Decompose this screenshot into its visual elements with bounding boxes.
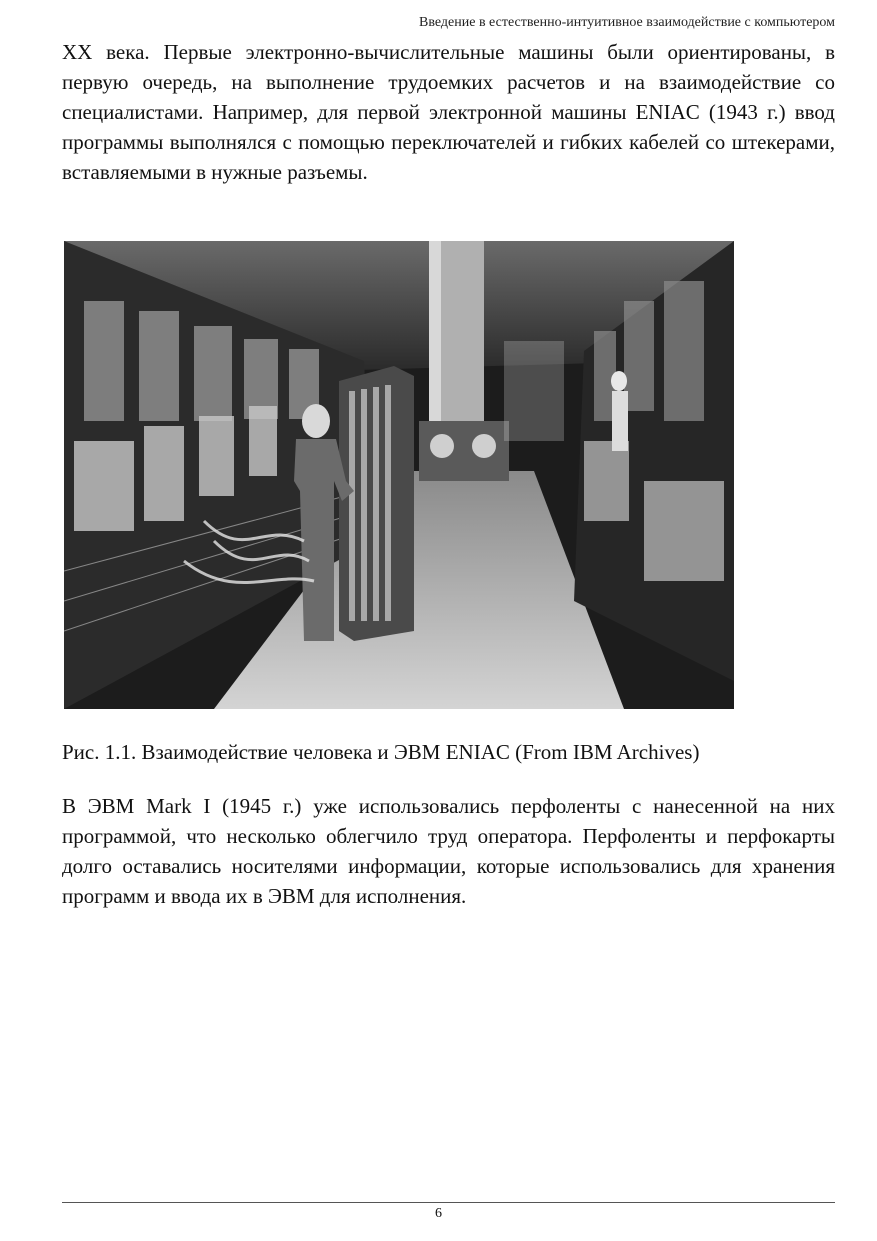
running-header: Введение в естественно-интуитивное взаимодействие с компьютером bbox=[419, 15, 835, 30]
footer-divider bbox=[62, 1202, 835, 1203]
body-paragraph-1: XX века. Первые электронно-вычислительные машины были ориентированы, в первую очередь, на выполнение трудоемких расчетов и на взаимодействие со специалистами. Например, для первой электронной машины ENIAC (1943 г.) ввод программы выполнялся с помощью переключателей и гибких кабелей со штекерами, вставляемыми в нужные разъемы. bbox=[62, 40, 835, 184]
eniac-photo bbox=[64, 241, 734, 709]
figure-caption: Рис. 1.1. Взаимодействие человека и ЭВМ ENIAC (From IBM Archives) bbox=[62, 740, 700, 764]
body-paragraph-2: В ЭВМ Mark I (1945 г.) уже использовались перфоленты с нанесенной на них программой, что несколько облегчило труд оператора. Перфоленты и перфокарты долго оставались носителями информации, которые использовались для хранения программ и ввода их в ЭВМ для исполнения. bbox=[62, 794, 835, 908]
page-number: 6 bbox=[435, 1206, 442, 1221]
